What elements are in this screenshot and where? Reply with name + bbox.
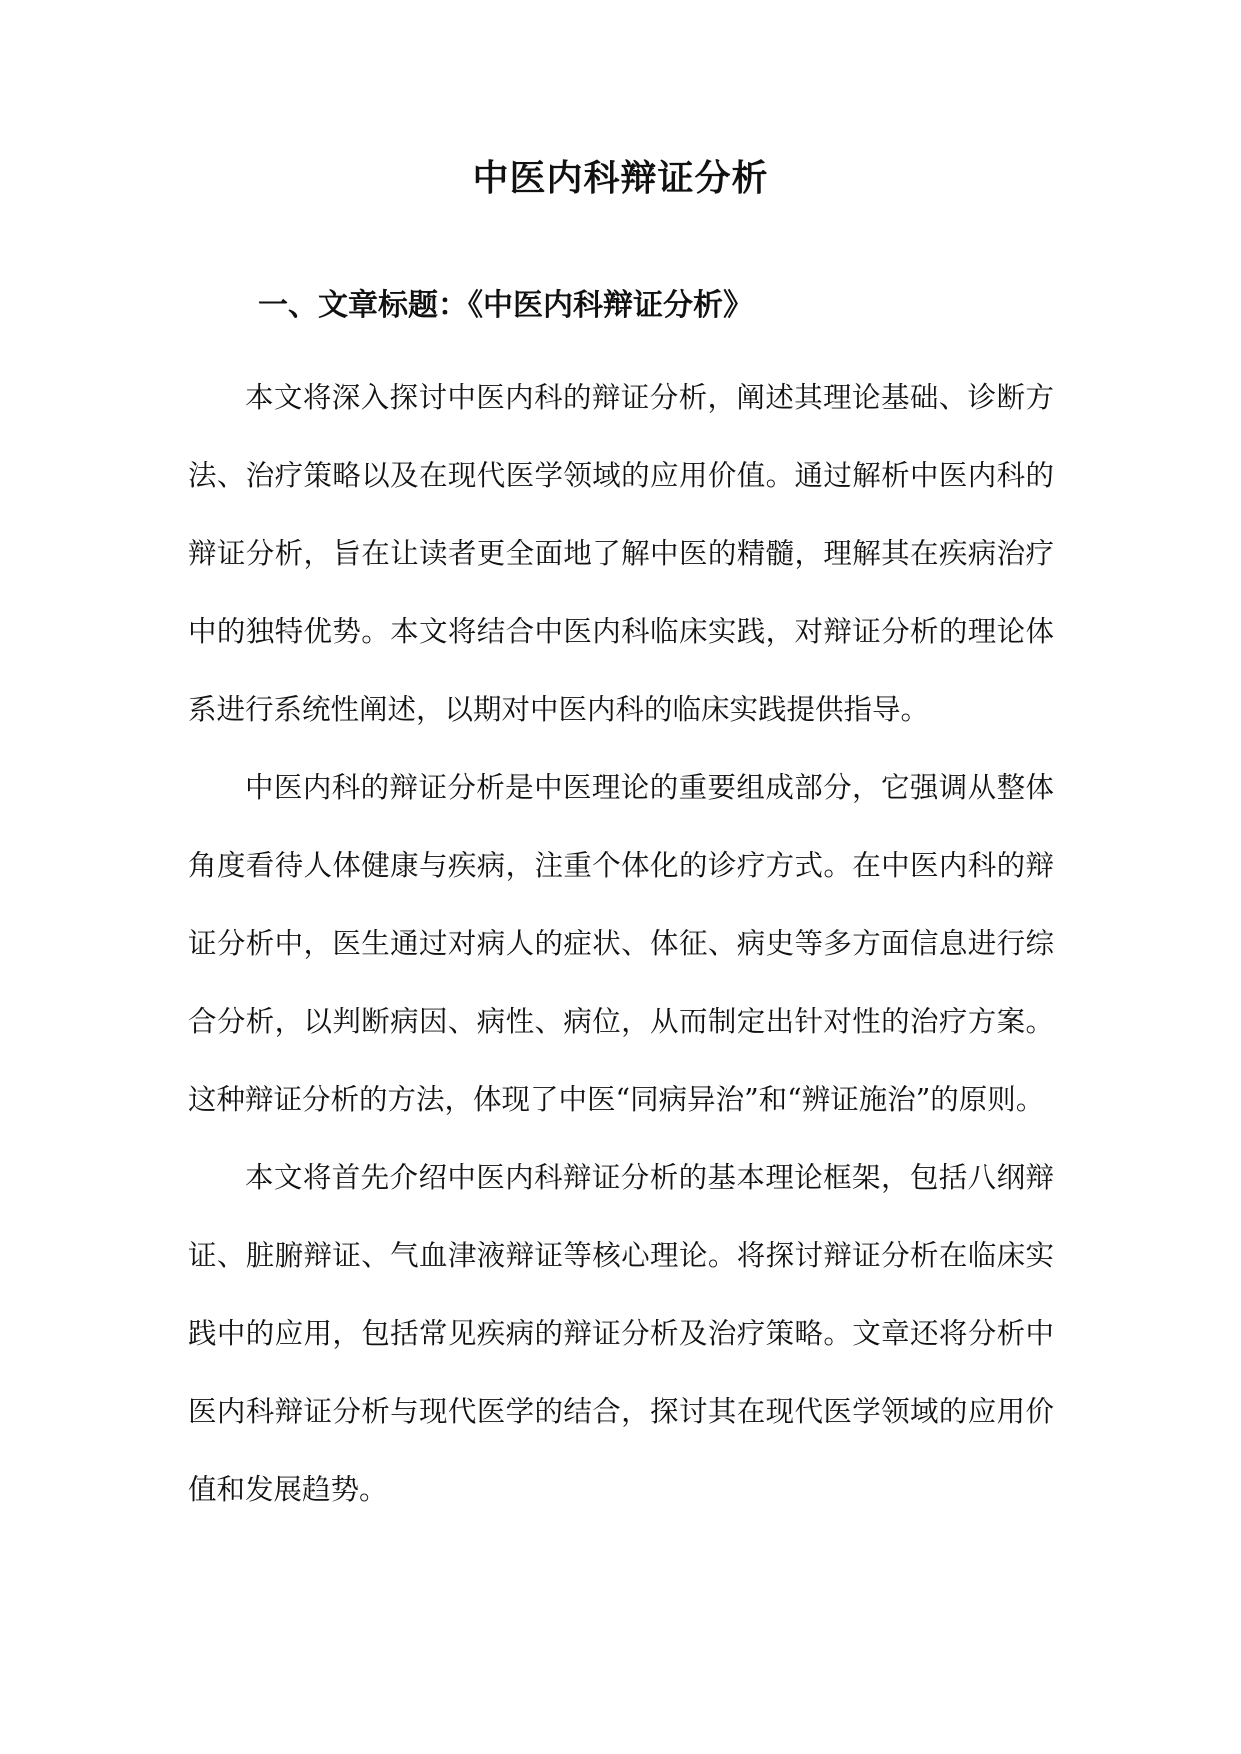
body-text — [188, 359, 1054, 1529]
section-heading: 一、文章标题：《中医内科辩证分析》 — [258, 288, 753, 323]
document-title: 中医内科辩证分析 — [472, 157, 769, 199]
paragraph-2: 中医内科的辩证分析是中医理论的重要组成部分，它强调从整体角度看待人体健康与疾病，注重个体化的诊疗方式。在中医内科的辩证分析中，医生通过对病人的症状、体征、病史等多方面信息进行综合分析，以判断病因、病性、病位，从而制定出针对性的治疗方案。这种辩证分析的方法，体现了中医“同病异治”和“辨证施治”的原则。 — [188, 771, 1054, 1116]
paragraph-1: 本文将深入探讨中医内科的辩证分析，阐述其理论基础、诊断方法、治疗策略以及在现代医学领域的应用价值。通过解析中医内科的辩证分析，旨在让读者更全面地了解中医的精髓，理解其在疾病治疗中的独特优势。本文将结合中医内科临床实践，对辩证分析的理论体系进行系统性阐述，以期对中医内科的临床实践提供指导。 — [188, 381, 1054, 726]
paragraph-3: 本文将首先介绍中医内科辩证分析的基本理论框架，包括八纲辩证、脏腑辩证、气血津液辩证等核心理论。将探讨辩证分析在临床实践中的应用，包括常见疾病的辩证分析及治疗策略。文章还将分析中医内科辩证分析与现代医学的结合，探讨其在现代医学领域的应用价值和发展趋势。 — [188, 1161, 1054, 1506]
